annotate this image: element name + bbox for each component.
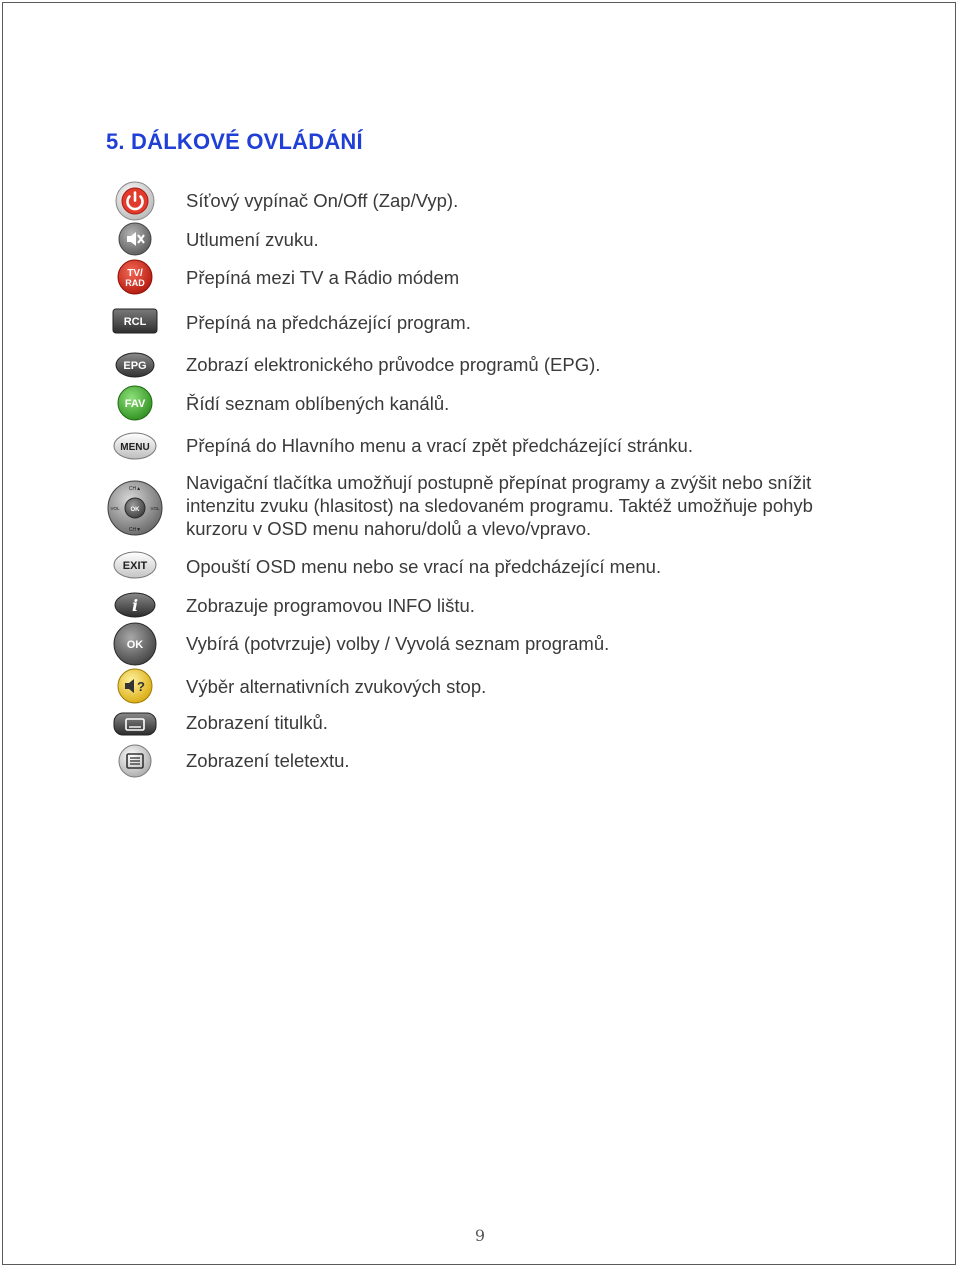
- svg-text:EPG: EPG: [123, 360, 147, 372]
- navigation-pad-icon: [106, 478, 164, 538]
- svg-text:TV/: TV/: [127, 268, 143, 279]
- ok-icon: [112, 621, 158, 667]
- nav-left-label: VOL: [110, 506, 120, 511]
- page-number: 9: [474, 1226, 486, 1245]
- item-description: Navigační tlačítka umožňují postupně přepínat programy a zvýšit nebo snížit intenzitu zvuku (hlasitost) na sledovaném programu. Taktéž umožňuje pohyb kurzoru v OSD menu nahoru/dolů a vlevo/vpravo.: [186, 472, 813, 539]
- item-description: Zobrazuje programovou INFO lištu.: [186, 595, 475, 616]
- item-description: Zobrazení teletextu.: [186, 750, 350, 771]
- item-description: Utlumení zvuku.: [186, 229, 319, 250]
- section-heading: 5. DÁLKOVÉ OVLÁDÁNÍ: [106, 129, 363, 154]
- nav-up-label: CH▲: [128, 486, 142, 492]
- item-description: Zobrazí elektronického průvodce programů (EPG).: [186, 354, 601, 375]
- nav-ok-label: OK: [130, 507, 140, 513]
- menu-icon: [112, 431, 158, 461]
- fav-icon: [112, 384, 158, 422]
- audio-icon: [112, 667, 158, 705]
- tv-rad-icon: [112, 258, 158, 296]
- info-icon: [112, 591, 158, 619]
- epg-icon: [112, 351, 158, 379]
- item-description: Přepíná do Hlavního menu a vrací zpět předcházející stránku.: [186, 435, 693, 456]
- item-description: Řídí seznam oblíbených kanálů.: [186, 393, 450, 414]
- svg-text:RCL: RCL: [123, 316, 147, 328]
- item-description: Přepíná na předcházející program.: [186, 312, 471, 333]
- item-description: Vybírá (potvrzuje) volby / Vyvolá seznam programů.: [186, 633, 610, 654]
- svg-text:RAD: RAD: [125, 278, 145, 288]
- nav-down-label: CH▼: [128, 527, 142, 533]
- item-description: Výběr alternativních zvukových stop.: [186, 676, 487, 697]
- info-label: i: [131, 596, 139, 615]
- teletext-icon: [112, 743, 158, 779]
- exit-icon: [112, 550, 158, 580]
- nav-right-label: VOL: [150, 506, 160, 511]
- power-icon: [112, 181, 158, 221]
- item-description: Zobrazení titulků.: [186, 712, 328, 733]
- exit-label: EXIT: [122, 560, 148, 572]
- ok-label: OK: [126, 639, 144, 651]
- svg-text:FAV: FAV: [124, 398, 146, 410]
- subtitle-icon: [112, 711, 158, 737]
- svg-text:MENU: MENU: [120, 442, 150, 453]
- rcl-icon: [112, 307, 158, 335]
- item-description: Opouští OSD menu nebo se vrací na předcházející menu.: [186, 556, 662, 577]
- item-description: Síťový vypínač On/Off (Zap/Vyp).: [186, 190, 459, 211]
- mute-icon: [112, 221, 158, 257]
- svg-text:?: ?: [137, 679, 145, 694]
- item-description: Přepíná mezi TV a Rádio módem: [186, 267, 460, 288]
